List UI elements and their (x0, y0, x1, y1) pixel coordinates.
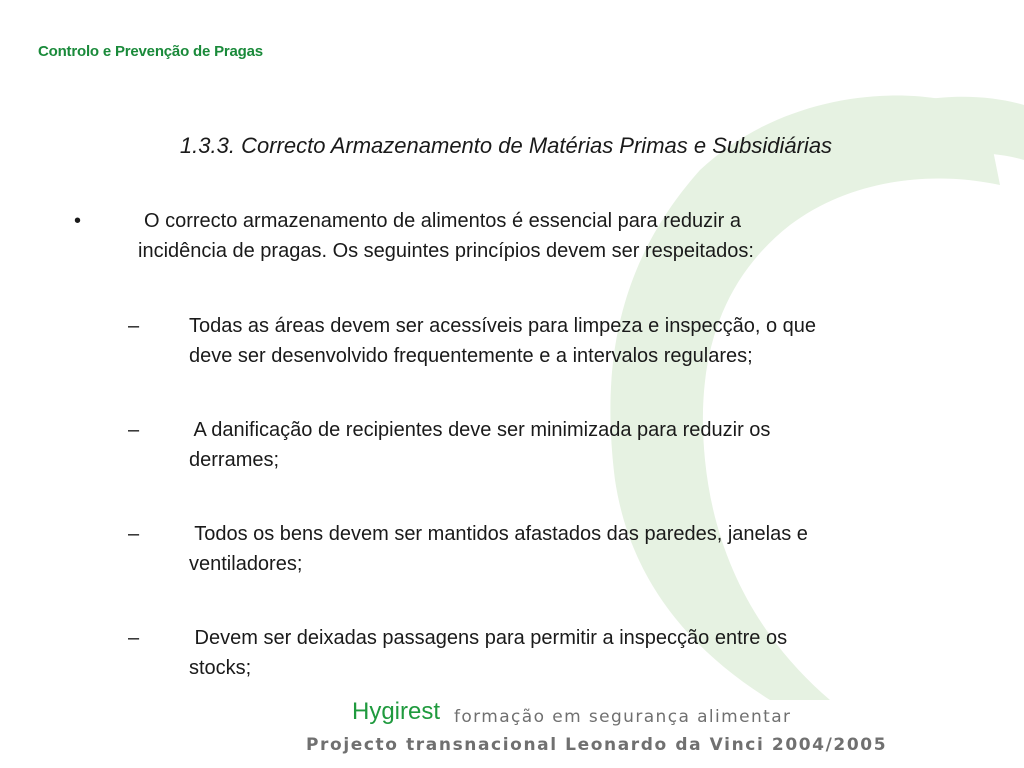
sub-item (128, 519, 968, 579)
sub-item (128, 415, 968, 475)
sub-item-line1: A danificação de recipientes deve ser minimizada para reduzir os (189, 419, 771, 441)
sub-item-line2: ventiladores; (189, 553, 303, 575)
bullet-text-line1: O correcto armazenamento de alimentos é essencial para reduzir a (144, 210, 741, 232)
bullet-text-line2: incidência de pragas. Os seguintes princípios devem ser respeitados: (138, 240, 754, 262)
footer-project: Projecto transnacional Leonardo da Vinci 2004/2005 (306, 735, 888, 755)
sub-item (128, 623, 968, 683)
bullet-marker: • (74, 210, 82, 232)
sub-item-line1: Todos os bens devem ser mantidos afastados das paredes, janelas e (189, 523, 808, 545)
sub-item-line1: Todas as áreas devem ser acessíveis para limpeza e inspecção, o que (189, 315, 817, 337)
sub-item-line2: derrames; (189, 449, 280, 471)
slide-title: 1.3.3. Correcto Armazenamento de Matérias Primas e Subsidiárias (179, 133, 833, 158)
header-title: Controlo e Prevenção de Pragas (38, 43, 263, 60)
sub-item-marker: – (128, 523, 140, 545)
sub-item-line2: stocks; (189, 657, 252, 679)
sub-item-marker: – (128, 315, 140, 337)
footer-tagline: formação em segurança alimentar (454, 707, 792, 727)
sub-item-line1: Devem ser deixadas passagens para permitir a inspecção entre os (189, 627, 788, 649)
sub-item-marker: – (128, 419, 140, 441)
main-bullet (74, 206, 904, 266)
sub-item (128, 311, 968, 371)
footer-brand-logo: Hygirest (352, 698, 441, 725)
sub-item-marker: – (128, 627, 140, 649)
sub-item-line2: deve ser desenvolvido frequentemente e a intervalos regulares; (189, 345, 753, 367)
